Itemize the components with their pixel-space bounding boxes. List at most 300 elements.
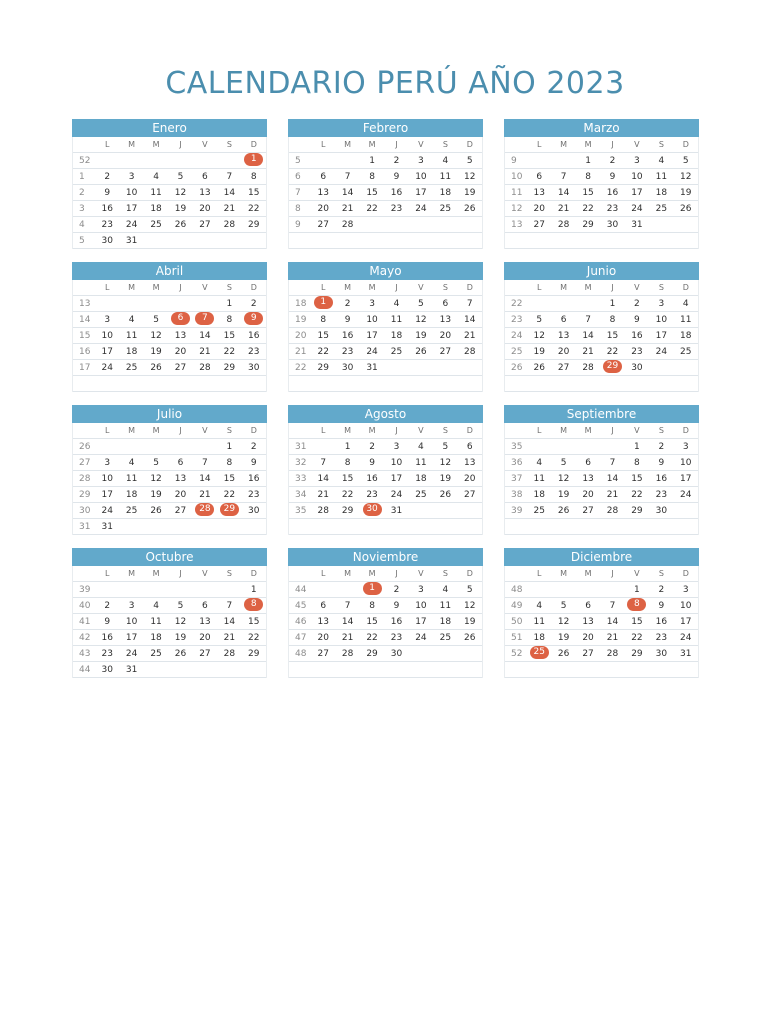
day-cell: 30 [631,363,643,373]
day-cell: 16 [341,331,354,341]
week-number: 43 [79,649,91,659]
weekday-row [289,137,482,153]
week-number: 22 [511,299,523,309]
day-cell: 16 [390,188,403,198]
weekday-label: M [584,140,592,149]
weekday-label: V [418,140,424,149]
week-number: 35 [511,442,523,452]
week-number: 18 [295,299,307,309]
weekday-label: J [611,569,614,578]
day-cell: 2 [658,585,665,595]
week-number: 40 [79,601,91,611]
day-cell: 26 [174,649,187,659]
holiday-badge: 7 [195,312,214,325]
day-cell: 8 [226,315,233,325]
week-row [289,630,482,646]
week-number: 30 [79,506,91,516]
day-cell: 20 [582,633,594,643]
weekday-label: M [560,426,568,435]
day-cell: 16 [655,474,668,484]
week-row [505,614,698,630]
week-number: 45 [295,601,307,611]
weekday-label: M [368,569,376,578]
week-number: 33 [295,474,307,484]
week-number: 42 [79,633,91,643]
week-number: 29 [79,490,91,500]
day-cell: 6 [320,601,327,611]
day-cell: 3 [682,585,689,595]
day-cell: 7 [344,601,351,611]
day-cell: 28 [223,649,236,659]
weekday-label: M [152,140,160,149]
day-cell: 21 [341,633,354,643]
day-cell: 1 [585,156,591,166]
holiday-badge: 1 [363,582,382,595]
day-cell: 3 [682,442,689,452]
empty-cell [625,233,649,248]
day-cell: 8 [369,601,375,611]
week-row [289,519,482,535]
month-header: Agosto [288,405,483,423]
day-cell: 4 [393,299,400,309]
week-number: 52 [79,156,91,166]
day-cell: 5 [560,601,567,611]
empty-cell [242,662,266,678]
week-number-header [73,423,95,439]
day-cell: 8 [250,172,257,182]
weekday-label: L [536,569,542,578]
day-cell: 19 [439,474,452,484]
empty-cell [409,217,433,233]
weekday-label: J [395,283,398,292]
day-cell: 23 [655,633,668,643]
holiday-badge: 28 [195,503,214,516]
day-cell: 6 [177,458,184,468]
weekday-label: J [179,569,182,578]
day-cell: 8 [634,458,640,468]
week-number: 19 [295,315,307,325]
day-cell: 2 [658,442,665,452]
week-row [73,360,266,376]
day-cell: 27 [317,220,329,230]
weekday-label: D [250,140,257,149]
day-cell: 19 [174,633,187,643]
day-cell: 29 [341,506,354,516]
day-cell: 12 [557,617,570,627]
day-cell: 21 [606,490,619,500]
empty-cell [311,439,335,455]
day-cell: 10 [631,172,643,182]
day-cell: 20 [174,490,187,500]
day-cell: 22 [223,490,236,500]
day-cell: 19 [464,188,476,198]
empty-cell [551,519,575,534]
week-row [289,662,482,678]
holiday-badge: 29 [220,503,239,516]
week-row [289,487,482,503]
weekday-label: S [658,140,664,149]
week-row [505,455,698,471]
day-cell: 20 [199,204,211,214]
weekday-label: J [395,426,398,435]
day-cell: 27 [582,506,594,516]
holiday-day [193,503,217,519]
day-cell: 28 [582,363,594,373]
week-row [505,471,698,487]
day-cell: 9 [634,315,640,325]
weekday-label: D [682,426,689,435]
day-cell: 21 [317,490,329,500]
week-row [505,344,698,360]
day-cell: 18 [680,331,692,341]
day-cell: 31 [366,363,378,373]
weekday-label: M [152,426,160,435]
day-cell: 13 [464,458,476,468]
empty-cell [433,360,457,376]
day-cell: 17 [680,617,692,627]
empty-cell [527,153,551,169]
empty-cell [649,519,673,534]
empty-cell [409,503,433,519]
day-cell: 24 [415,204,427,214]
day-cell: 16 [631,331,643,341]
day-cell: 11 [439,172,452,182]
month-junio [504,262,699,392]
day-cell: 30 [606,220,619,230]
empty-cell [384,360,408,376]
empty-cell [600,662,624,677]
day-cell: 2 [393,585,400,595]
day-cell: 10 [101,474,113,484]
month-header: Diciembre [504,548,699,566]
empty-cell [217,376,241,391]
empty-cell [409,360,433,376]
day-cell: 21 [464,331,476,341]
day-cell: 19 [533,347,545,357]
day-cell: 1 [609,299,616,309]
empty-cell [458,503,482,519]
month-marzo [504,119,699,249]
day-cell: 30 [655,506,668,516]
day-cell: 15 [341,474,354,484]
day-cell: 15 [248,617,260,627]
weekday-row [73,280,266,296]
week-row [505,646,698,662]
day-cell: 7 [202,458,208,468]
week-number: 21 [295,347,307,357]
week-row [289,169,482,185]
empty-cell [551,376,575,391]
weekday-label: D [466,569,473,578]
day-cell: 2 [104,601,111,611]
week-row [289,233,482,249]
empty-cell [193,153,217,169]
empty-cell [119,376,143,391]
day-cell: 17 [655,331,668,341]
day-cell: 20 [464,474,476,484]
empty-cell [95,153,119,169]
day-cell: 30 [101,236,113,246]
day-cell: 10 [655,315,668,325]
day-cell: 24 [125,649,138,659]
week-row [73,169,266,185]
week-row [73,328,266,344]
empty-cell [217,233,241,249]
empty-cell [168,376,192,391]
day-cell: 23 [655,490,668,500]
month-mayo [288,262,483,392]
day-cell: 23 [631,347,643,357]
week-row [73,185,266,201]
empty-cell [311,233,335,248]
empty-cell [95,296,119,312]
day-cell: 4 [536,458,543,468]
empty-cell [576,582,600,598]
day-cell: 25 [680,347,692,357]
week-row [289,455,482,471]
day-cell: 25 [125,363,138,373]
empty-cell [360,217,384,233]
weekday-label: J [179,426,182,435]
week-row [73,455,266,471]
day-cell: 27 [199,220,211,230]
empty-cell [119,519,143,535]
day-cell: 6 [585,458,591,468]
day-cell: 23 [390,633,403,643]
weekday-row [505,280,698,296]
empty-cell [527,439,551,455]
weekday-row [505,423,698,439]
day-cell: 19 [415,331,427,341]
weekday-label: D [682,569,689,578]
week-row [289,614,482,630]
empty-cell [674,217,698,233]
weekday-label: M [344,140,352,149]
week-number [289,662,311,677]
empty-cell [674,376,698,391]
week-number: 24 [511,331,523,341]
holiday-day [625,598,649,614]
day-cell: 26 [557,506,570,516]
week-row [73,662,266,678]
month-header: Julio [72,405,267,423]
day-cell: 18 [439,188,452,198]
weekday-label: L [104,140,110,149]
empty-cell [433,503,457,519]
empty-cell [360,519,384,534]
day-cell: 27 [533,220,545,230]
empty-cell [242,376,266,391]
day-cell: 27 [582,649,594,659]
day-cell: 20 [174,347,187,357]
empty-cell [551,153,575,169]
day-cell: 22 [366,633,378,643]
day-cell: 29 [366,649,378,659]
week-number: 46 [295,617,307,627]
day-cell: 14 [606,474,619,484]
weekday-label: J [179,140,182,149]
holiday-day [242,153,266,169]
day-cell: 3 [658,299,665,309]
day-cell: 30 [341,363,354,373]
week-number: 48 [511,585,523,595]
weekday-label: J [395,569,398,578]
day-cell: 13 [533,188,545,198]
empty-cell [458,360,482,376]
day-cell: 4 [418,442,424,452]
day-cell: 9 [104,617,111,627]
weekday-label: M [128,426,136,435]
week-number: 7 [295,188,301,198]
day-cell: 7 [466,299,473,309]
week-number: 39 [511,506,523,516]
empty-cell [527,376,551,391]
weekday-row [505,137,698,153]
empty-cell [625,376,649,391]
empty-cell [311,153,335,169]
empty-cell [458,646,482,662]
day-cell: 14 [199,331,211,341]
day-cell: 3 [418,585,424,595]
empty-cell [527,582,551,598]
day-cell: 31 [125,665,138,675]
empty-cell [168,439,192,455]
day-cell: 11 [415,458,427,468]
week-number: 32 [295,458,307,468]
holiday-day [360,582,384,598]
month-julio [72,405,267,535]
day-cell: 22 [631,490,643,500]
day-cell: 15 [223,331,236,341]
day-cell: 31 [101,522,113,532]
week-row [505,217,698,233]
month-header: Mayo [288,262,483,280]
day-cell: 18 [125,347,138,357]
day-cell: 21 [199,347,211,357]
day-cell: 18 [125,490,138,500]
day-cell: 4 [536,601,543,611]
weekday-row [289,566,482,582]
empty-cell [458,376,482,391]
empty-cell [95,582,119,598]
day-cell: 28 [606,649,619,659]
month-body [504,566,699,678]
week-row [289,312,482,328]
day-cell: 14 [341,188,354,198]
week-number: 36 [511,458,523,468]
empty-cell [193,296,217,312]
month-body [504,137,699,249]
month-header: Abril [72,262,267,280]
empty-cell [168,662,192,678]
weekday-label: M [344,426,352,435]
day-cell: 18 [150,204,162,214]
week-row [505,630,698,646]
day-cell: 4 [153,601,159,611]
empty-cell [144,153,168,169]
empty-cell [360,233,384,248]
day-cell: 26 [174,220,187,230]
week-row [289,153,482,169]
weekday-label: L [320,569,326,578]
day-cell: 25 [150,220,162,230]
weekday-label: L [536,140,542,149]
week-number: 39 [79,585,91,595]
holiday-day [600,360,624,376]
week-number: 28 [79,474,91,484]
month-body [72,280,267,392]
empty-cell [576,439,600,455]
day-cell: 15 [631,474,643,484]
day-cell: 24 [366,347,378,357]
holiday-day [242,598,266,614]
empty-cell [649,360,673,376]
weekday-label: M [368,140,376,149]
empty-cell [576,662,600,677]
weekday-label: L [320,426,326,435]
day-cell: 19 [150,347,162,357]
day-cell: 28 [199,363,211,373]
day-cell: 11 [125,474,138,484]
day-cell: 9 [250,458,257,468]
empty-cell [193,519,217,535]
day-cell: 8 [344,458,351,468]
empty-cell [649,376,673,391]
day-cell: 12 [415,315,427,325]
week-number: 47 [295,633,307,643]
month-febrero [288,119,483,249]
month-octubre [72,548,267,678]
empty-cell [168,153,192,169]
empty-cell [527,662,551,677]
empty-cell [144,439,168,455]
empty-cell [551,233,575,248]
weekday-label: M [128,569,136,578]
weekday-label: S [658,426,664,435]
weekday-label: J [611,140,614,149]
day-cell: 16 [655,617,668,627]
week-row [73,598,266,614]
weekday-label: D [466,426,473,435]
weekday-label: M [560,569,568,578]
month-agosto [288,405,483,535]
day-cell: 23 [606,204,619,214]
empty-cell [433,519,457,534]
empty-cell [458,519,482,534]
weekday-row [73,423,266,439]
week-row [73,471,266,487]
week-row [289,296,482,312]
week-number-header [289,423,311,439]
day-cell: 16 [366,474,378,484]
day-cell: 5 [536,315,543,325]
week-number: 4 [79,220,85,230]
empty-cell [576,296,600,312]
day-cell: 16 [606,188,619,198]
week-row [505,582,698,598]
empty-cell [384,233,408,248]
day-cell: 25 [125,506,138,516]
empty-cell [576,376,600,391]
month-body [72,423,267,535]
day-cell: 20 [533,204,545,214]
day-cell: 16 [101,633,113,643]
day-cell: 22 [248,633,260,643]
day-cell: 10 [101,331,113,341]
holiday-day [242,312,266,328]
week-row [505,503,698,519]
weekday-label: L [320,283,326,292]
